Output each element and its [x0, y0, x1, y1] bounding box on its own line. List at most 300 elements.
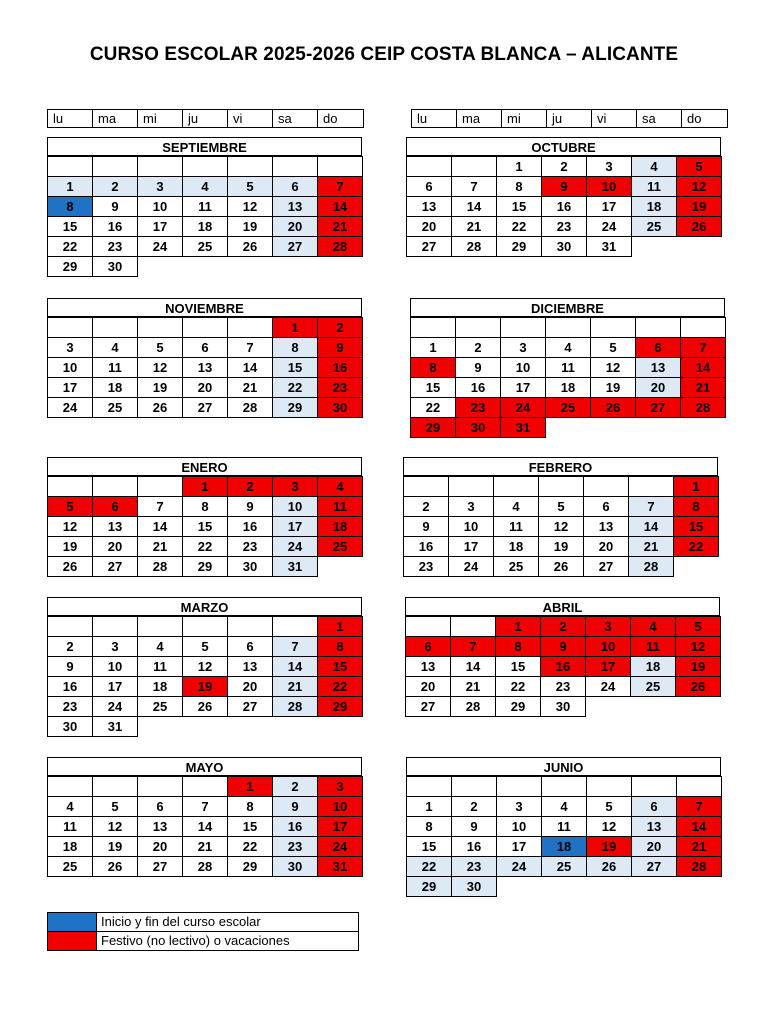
calendar-empty-cell [451, 776, 497, 797]
calendar-day: 2 [272, 776, 318, 797]
weekday-label: mi [502, 110, 547, 127]
calendar-day: 14 [680, 357, 726, 378]
calendar-empty-cell [493, 476, 539, 497]
month-noviembre [47, 298, 362, 417]
calendar-day: 5 [538, 496, 584, 517]
calendar-day: 18 [630, 656, 676, 677]
calendar-day: 5 [92, 796, 138, 817]
calendar-day: 10 [586, 176, 632, 197]
month-octubre [406, 137, 721, 256]
calendar-empty-cell [631, 776, 677, 797]
calendar-day: 24 [500, 397, 546, 418]
calendar-day: 3 [272, 476, 318, 497]
calendar-day: 4 [47, 796, 93, 817]
month-grid [403, 476, 718, 576]
calendar-day: 12 [47, 516, 93, 537]
calendar-day: 26 [227, 236, 273, 257]
calendar-day: 27 [92, 556, 138, 577]
calendar-day: 30 [317, 397, 363, 418]
calendar-day: 7 [137, 496, 183, 517]
month-grid [406, 776, 721, 896]
calendar-day: 25 [47, 856, 93, 877]
calendar-day: 3 [586, 156, 632, 177]
calendar-day: 2 [92, 176, 138, 197]
calendar-day: 19 [137, 377, 183, 398]
calendar-day: 24 [585, 676, 631, 697]
calendar-day: 5 [590, 337, 636, 358]
calendar-empty-cell [410, 317, 456, 338]
calendar-day: 4 [630, 616, 676, 637]
calendar-empty-cell [451, 156, 497, 177]
calendar-day: 17 [496, 836, 542, 857]
calendar-day: 25 [631, 216, 677, 237]
calendar-day: 9 [317, 337, 363, 358]
calendar-day: 13 [92, 516, 138, 537]
calendar-empty-cell [137, 616, 183, 637]
calendar-day: 17 [47, 377, 93, 398]
calendar-day: 21 [676, 836, 722, 857]
calendar-day: 29 [496, 236, 542, 257]
calendar-day: 17 [586, 196, 632, 217]
calendar-empty-cell [182, 156, 228, 177]
calendar-day: 2 [227, 476, 273, 497]
calendar-day: 18 [47, 836, 93, 857]
calendar-day: 4 [631, 156, 677, 177]
calendar-day: 20 [583, 536, 629, 557]
calendar-day: 8 [410, 357, 456, 378]
calendar-day: 31 [92, 716, 138, 737]
calendar-empty-cell [47, 616, 93, 637]
calendar-empty-cell [628, 476, 674, 497]
calendar-day: 16 [541, 196, 587, 217]
calendar-day: 18 [92, 377, 138, 398]
calendar-day: 7 [451, 176, 497, 197]
calendar-empty-cell [137, 317, 183, 338]
calendar-day: 30 [540, 696, 586, 717]
calendar-day: 30 [455, 417, 501, 438]
month-grid [410, 317, 725, 437]
calendar-day: 31 [500, 417, 546, 438]
calendar-day: 5 [227, 176, 273, 197]
calendar-day: 8 [406, 816, 452, 837]
calendar-day: 30 [227, 556, 273, 577]
calendar-empty-cell [137, 776, 183, 797]
calendar-day: 14 [451, 196, 497, 217]
calendar-day: 30 [272, 856, 318, 877]
calendar-day: 18 [493, 536, 539, 557]
calendar-day: 1 [47, 176, 93, 197]
calendar-day: 25 [317, 536, 363, 557]
calendar-day: 7 [227, 337, 273, 358]
calendar-day: 22 [182, 536, 228, 557]
calendar-day: 14 [450, 656, 496, 677]
calendar-day: 26 [586, 856, 632, 877]
calendar-day: 23 [540, 676, 586, 697]
calendar-day: 18 [182, 216, 228, 237]
calendar-day: 22 [47, 236, 93, 257]
calendar-day: 1 [182, 476, 228, 497]
month-title: OCTUBRE [406, 137, 721, 156]
calendar-day: 15 [406, 836, 452, 857]
calendar-empty-cell [496, 776, 542, 797]
calendar-day: 31 [586, 236, 632, 257]
calendar-day: 15 [673, 516, 719, 537]
calendar-day: 1 [272, 317, 318, 338]
weekday-label: vi [228, 110, 273, 127]
calendar-day: 23 [272, 836, 318, 857]
calendar-day: 19 [586, 836, 632, 857]
calendar-day: 20 [631, 836, 677, 857]
calendar-day: 29 [406, 876, 452, 897]
calendar-day: 17 [448, 536, 494, 557]
calendar-day: 23 [47, 696, 93, 717]
calendar-day: 2 [451, 796, 497, 817]
calendar-day: 5 [675, 616, 721, 637]
calendar-day: 17 [92, 676, 138, 697]
calendar-day: 7 [680, 337, 726, 358]
calendar-day: 21 [450, 676, 496, 697]
month-title: NOVIEMBRE [47, 298, 362, 317]
calendar-day: 2 [47, 636, 93, 657]
calendar-day: 30 [47, 716, 93, 737]
calendar-day: 11 [631, 176, 677, 197]
calendar-day: 20 [92, 536, 138, 557]
calendar-day: 5 [137, 337, 183, 358]
calendar-day: 27 [182, 397, 228, 418]
calendar-day: 23 [317, 377, 363, 398]
legend-text: Inicio y fin del curso escolar [101, 914, 261, 929]
calendar-day: 10 [585, 636, 631, 657]
weekday-label: sa [637, 110, 682, 127]
calendar-day: 16 [47, 676, 93, 697]
calendar-empty-cell [406, 776, 452, 797]
legend-text: Festivo (no lectivo) o vacaciones [101, 933, 290, 948]
calendar-day: 25 [493, 556, 539, 577]
calendar-day: 26 [538, 556, 584, 577]
calendar-day: 23 [227, 536, 273, 557]
weekday-label: mi [138, 110, 183, 127]
calendar-day: 21 [227, 377, 273, 398]
month-febrero [403, 457, 718, 576]
calendar-day: 5 [47, 496, 93, 517]
calendar-day: 20 [227, 676, 273, 697]
calendar-day: 18 [137, 676, 183, 697]
calendar-day: 28 [628, 556, 674, 577]
calendar-day: 18 [631, 196, 677, 217]
calendar-day: 16 [451, 836, 497, 857]
calendar-day: 13 [631, 816, 677, 837]
calendar-day: 4 [182, 176, 228, 197]
calendar-day: 15 [182, 516, 228, 537]
month-marzo [47, 597, 362, 736]
calendar-day: 10 [92, 656, 138, 677]
calendar-day: 23 [451, 856, 497, 877]
calendar-empty-cell [272, 156, 318, 177]
calendar-day: 6 [631, 796, 677, 817]
calendar-day: 24 [448, 556, 494, 577]
calendar-day: 3 [500, 337, 546, 358]
calendar-day: 25 [541, 856, 587, 877]
calendar-day: 31 [272, 556, 318, 577]
calendar-day: 13 [272, 196, 318, 217]
month-diciembre [410, 298, 725, 437]
calendar-day: 11 [182, 196, 228, 217]
calendar-day: 6 [227, 636, 273, 657]
calendar-day: 12 [538, 516, 584, 537]
calendar-day: 6 [272, 176, 318, 197]
calendar-day: 23 [455, 397, 501, 418]
calendar-day: 9 [541, 176, 587, 197]
calendar-day: 19 [676, 196, 722, 217]
calendar-day: 9 [227, 496, 273, 517]
calendar-day: 11 [541, 816, 587, 837]
calendar-day: 8 [47, 196, 93, 217]
calendar-day: 25 [545, 397, 591, 418]
calendar-day: 20 [272, 216, 318, 237]
month-grid [47, 776, 362, 876]
calendar-day: 8 [227, 796, 273, 817]
calendar-day: 22 [495, 676, 541, 697]
calendar-day: 11 [545, 357, 591, 378]
calendar-empty-cell [137, 156, 183, 177]
calendar-day: 20 [137, 836, 183, 857]
calendar-day: 21 [182, 836, 228, 857]
calendar-empty-cell [545, 317, 591, 338]
calendar-day: 15 [272, 357, 318, 378]
calendar-day: 3 [137, 176, 183, 197]
calendar-day: 24 [137, 236, 183, 257]
calendar-day: 21 [451, 216, 497, 237]
calendar-day: 13 [137, 816, 183, 837]
calendar-day: 7 [628, 496, 674, 517]
calendar-day: 28 [182, 856, 228, 877]
calendar-empty-cell [583, 476, 629, 497]
calendar-day: 21 [317, 216, 363, 237]
calendar-day: 29 [227, 856, 273, 877]
month-title: DICIEMBRE [410, 298, 725, 317]
calendar-day: 28 [317, 236, 363, 257]
calendar-day: 18 [545, 377, 591, 398]
calendar-day: 14 [137, 516, 183, 537]
calendar-day: 20 [405, 676, 451, 697]
calendar-day: 1 [673, 476, 719, 497]
month-grid [47, 156, 362, 276]
calendar-empty-cell [590, 317, 636, 338]
month-grid [47, 476, 362, 576]
calendar-day: 19 [92, 836, 138, 857]
calendar-empty-cell [47, 317, 93, 338]
calendar-day: 15 [317, 656, 363, 677]
calendar-day: 11 [317, 496, 363, 517]
calendar-day: 26 [182, 696, 228, 717]
calendar-day: 26 [676, 216, 722, 237]
calendar-empty-cell [405, 616, 451, 637]
calendar-day: 26 [137, 397, 183, 418]
calendar-day: 31 [317, 856, 363, 877]
calendar-day: 2 [403, 496, 449, 517]
weekday-label: sa [273, 110, 318, 127]
calendar-day: 27 [405, 696, 451, 717]
calendar-day: 14 [272, 656, 318, 677]
calendar-day: 13 [583, 516, 629, 537]
calendar-day: 28 [451, 236, 497, 257]
calendar-empty-cell [406, 156, 452, 177]
calendar-day: 28 [680, 397, 726, 418]
weekday-header-left [47, 109, 364, 128]
month-title: JUNIO [406, 757, 721, 776]
calendar-day: 28 [676, 856, 722, 877]
calendar-empty-cell [92, 616, 138, 637]
calendar-day: 13 [406, 196, 452, 217]
calendar-day: 30 [451, 876, 497, 897]
legend-row-holiday [48, 932, 358, 950]
calendar-day: 25 [92, 397, 138, 418]
calendar-day: 1 [317, 616, 363, 637]
calendar-day: 29 [182, 556, 228, 577]
calendar-day: 21 [137, 536, 183, 557]
calendar-day: 3 [585, 616, 631, 637]
month-enero [47, 457, 362, 576]
calendar-day: 9 [455, 357, 501, 378]
calendar-day: 12 [182, 656, 228, 677]
calendar-day: 7 [450, 636, 496, 657]
calendar-day: 14 [676, 816, 722, 837]
calendar-empty-cell [635, 317, 681, 338]
calendar-empty-cell [47, 776, 93, 797]
calendar-day: 9 [451, 816, 497, 837]
calendar-day: 6 [137, 796, 183, 817]
legend-swatch-blue [48, 913, 97, 931]
calendar-empty-cell [403, 476, 449, 497]
calendar-day: 12 [92, 816, 138, 837]
calendar-day: 17 [500, 377, 546, 398]
calendar-empty-cell [227, 317, 273, 338]
legend-row-start-end [48, 913, 358, 932]
calendar-day: 24 [272, 536, 318, 557]
calendar-day: 29 [272, 397, 318, 418]
calendar-day: 18 [317, 516, 363, 537]
calendar-day: 10 [496, 816, 542, 837]
month-title: ABRIL [405, 597, 720, 616]
calendar-empty-cell [538, 476, 584, 497]
calendar-day: 10 [317, 796, 363, 817]
calendar-day: 24 [586, 216, 632, 237]
calendar-day: 23 [541, 216, 587, 237]
calendar-day: 22 [406, 856, 452, 877]
calendar-day: 22 [496, 216, 542, 237]
weekday-label: ma [93, 110, 138, 127]
calendar-day: 12 [227, 196, 273, 217]
calendar-day: 8 [495, 636, 541, 657]
calendar-day: 4 [493, 496, 539, 517]
calendar-day: 2 [540, 616, 586, 637]
calendar-day: 15 [410, 377, 456, 398]
calendar-day: 4 [137, 636, 183, 657]
calendar-empty-cell [92, 776, 138, 797]
calendar-day: 16 [455, 377, 501, 398]
calendar-day: 11 [137, 656, 183, 677]
calendar-day: 10 [500, 357, 546, 378]
calendar-day: 22 [410, 397, 456, 418]
calendar-day: 3 [92, 636, 138, 657]
calendar-empty-cell [317, 156, 363, 177]
calendar-day: 24 [92, 696, 138, 717]
calendar-day: 6 [635, 337, 681, 358]
calendar-day: 17 [585, 656, 631, 677]
calendar-day: 7 [317, 176, 363, 197]
calendar-empty-cell [92, 317, 138, 338]
calendar-day: 1 [495, 616, 541, 637]
calendar-empty-cell [676, 776, 722, 797]
calendar-day: 16 [92, 216, 138, 237]
calendar-day: 20 [635, 377, 681, 398]
weekday-label: do [323, 111, 338, 126]
calendar-day: 22 [317, 676, 363, 697]
calendar-day: 10 [448, 516, 494, 537]
calendar-day: 27 [137, 856, 183, 877]
calendar-day: 4 [541, 796, 587, 817]
calendar-empty-cell [586, 776, 632, 797]
calendar-day: 16 [403, 536, 449, 557]
calendar-day: 16 [272, 816, 318, 837]
calendar-day: 20 [182, 377, 228, 398]
calendar-day: 7 [676, 796, 722, 817]
calendar-day: 28 [272, 696, 318, 717]
calendar-day: 29 [495, 696, 541, 717]
calendar-day: 16 [540, 656, 586, 677]
calendar-day: 6 [405, 636, 451, 657]
calendar-day: 27 [631, 856, 677, 877]
calendar-day: 9 [47, 656, 93, 677]
month-grid [47, 317, 362, 417]
calendar-day: 11 [92, 357, 138, 378]
calendar-day: 16 [317, 357, 363, 378]
calendar-day: 10 [137, 196, 183, 217]
calendar-day: 1 [496, 156, 542, 177]
calendar-day: 13 [227, 656, 273, 677]
calendar-day: 6 [92, 496, 138, 517]
calendar-empty-cell [500, 317, 546, 338]
calendar-day: 27 [635, 397, 681, 418]
calendar-day: 3 [496, 796, 542, 817]
calendar-day: 6 [406, 176, 452, 197]
calendar-day: 5 [676, 156, 722, 177]
calendar-day: 22 [272, 377, 318, 398]
calendar-day: 15 [495, 656, 541, 677]
calendar-day: 28 [227, 397, 273, 418]
calendar-day: 6 [182, 337, 228, 358]
calendar-empty-cell [227, 156, 273, 177]
calendar-day: 25 [137, 696, 183, 717]
legend-swatch-red [48, 932, 97, 950]
calendar-day: 12 [590, 357, 636, 378]
calendar-day: 20 [406, 216, 452, 237]
calendar-empty-cell [227, 616, 273, 637]
calendar-day: 26 [590, 397, 636, 418]
calendar-empty-cell [92, 476, 138, 497]
weekday-label: ju [547, 110, 592, 127]
calendar-day: 19 [227, 216, 273, 237]
calendar-day: 8 [272, 337, 318, 358]
calendar-day: 25 [630, 676, 676, 697]
weekday-label: lu [412, 110, 457, 127]
weekday-label: lu [48, 110, 93, 127]
calendar-day: 22 [227, 836, 273, 857]
calendar-day: 18 [541, 836, 587, 857]
calendar-day: 17 [137, 216, 183, 237]
calendar-day: 1 [410, 337, 456, 358]
calendar-day: 26 [92, 856, 138, 877]
